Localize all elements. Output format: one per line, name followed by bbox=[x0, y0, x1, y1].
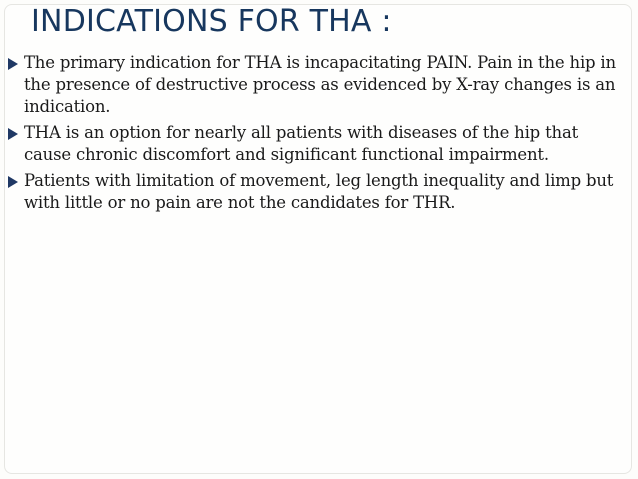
bullet-text: THA is an option for nearly all patients with diseases of the hip that cause chronic discomfort and significant functional impairment. bbox=[24, 123, 579, 164]
triangle-bullet-icon bbox=[8, 58, 18, 70]
slide-title: INDICATIONS FOR THA : bbox=[31, 4, 392, 39]
triangle-bullet-icon bbox=[8, 176, 18, 188]
bullet-item bbox=[8, 122, 628, 166]
bullet-item bbox=[8, 170, 628, 214]
bullet-text: Patients with limitation of movement, leg length inequality and limp but with little or no pain are not the candidates for THR. bbox=[24, 171, 614, 212]
bullet-list bbox=[8, 52, 628, 218]
triangle-bullet-icon bbox=[8, 128, 18, 140]
bullet-item bbox=[8, 52, 628, 118]
bullet-text: The primary indication for THA is incapacitating PAIN. Pain in the hip in the presence of destructive process as evidenced by X-ray changes is an indication. bbox=[24, 53, 616, 116]
